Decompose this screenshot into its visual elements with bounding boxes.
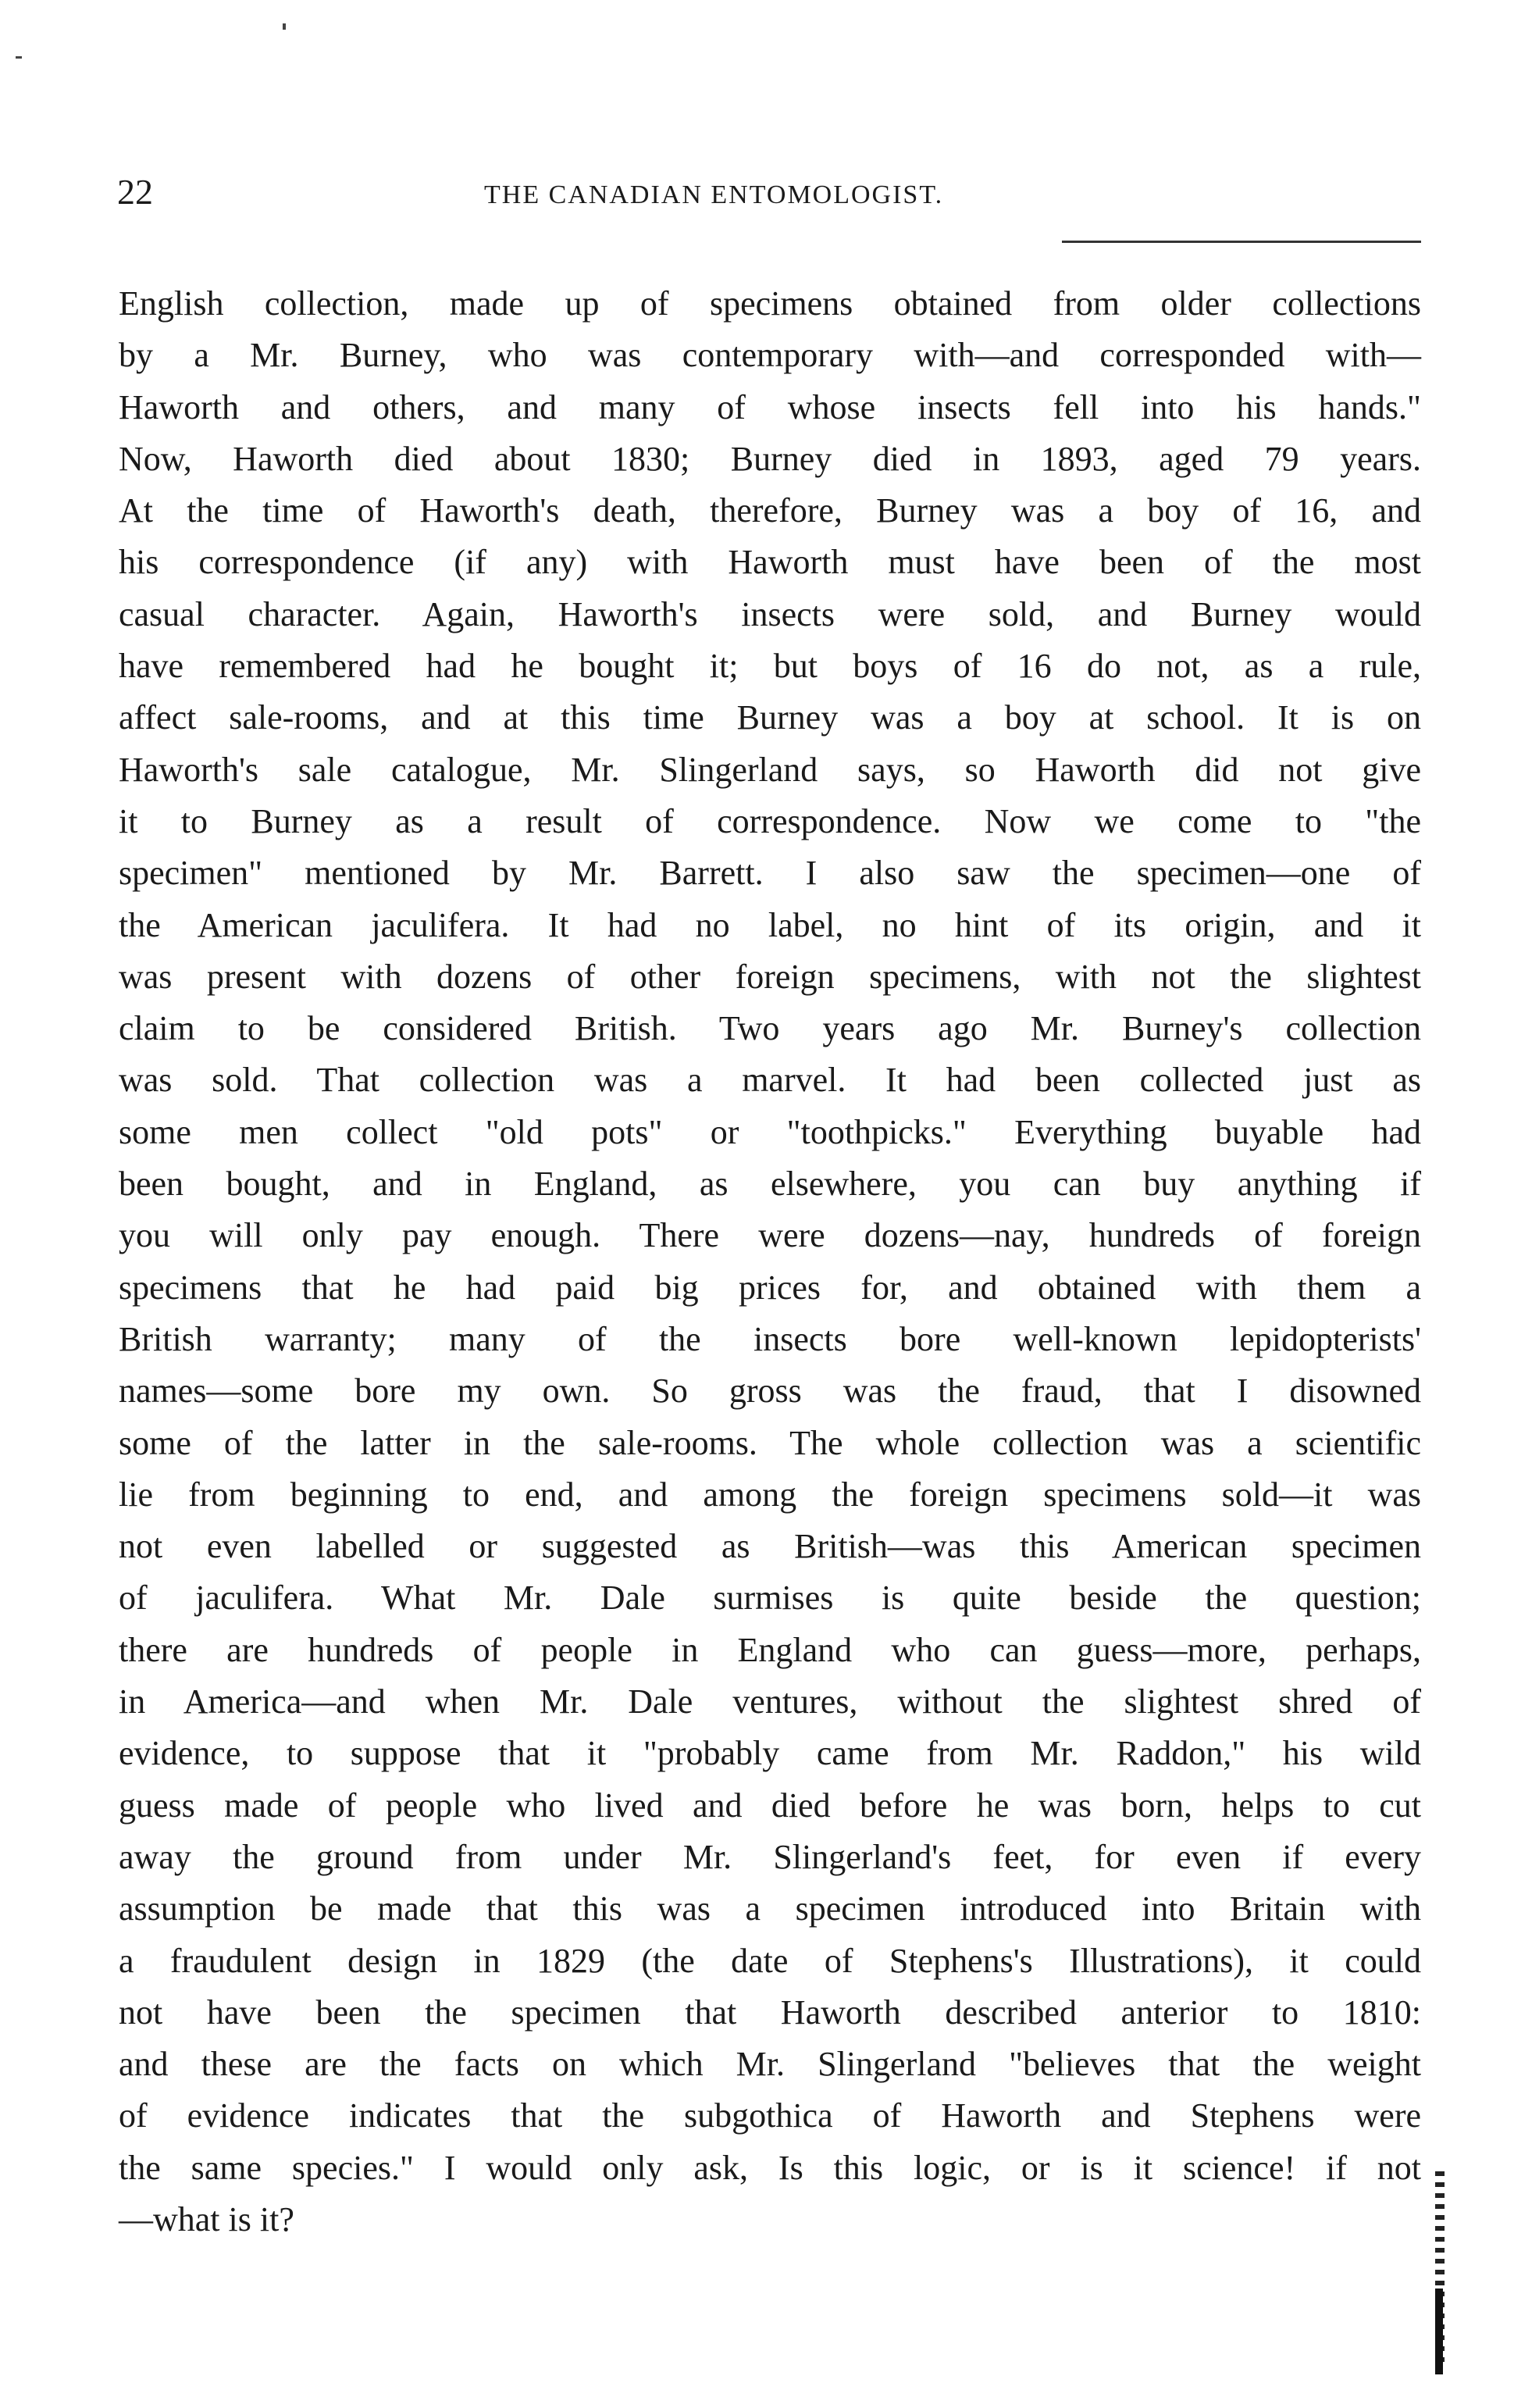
text-line: was sold. That collection was a marvel. It had been collected just as [119, 1061, 1421, 1100]
text-line: English collection, made up of specimens obtained from older collections [119, 284, 1421, 323]
text-line: some men collect "old pots" or "toothpicks." Everything buyable had [119, 1112, 1421, 1151]
text-line: casual character. Again, Haworth's insects were sold, and Burney would [119, 594, 1421, 633]
text-line: lie from beginning to end, and among the foreign specimens sold—it was [119, 1475, 1421, 1514]
text-line: his correspondence (if any) with Haworth must have been of the most [119, 543, 1421, 582]
text-line: At the time of Haworth's death, therefore, Burney was a boy of 16, and [119, 491, 1421, 530]
text-line: Haworth and others, and many of whose insects fell into his hands." [119, 387, 1421, 426]
text-line: guess made of people who lived and died before he was born, helps to cut [119, 1785, 1421, 1825]
text-line: the American jaculifera. It had no label, no hint of its origin, and it [119, 905, 1421, 944]
text-line: it to Burney as a result of correspondence. Now we come to "the [119, 801, 1421, 840]
text-line: some of the latter in the sale-rooms. The whole collection was a scientific [119, 1423, 1421, 1462]
text-line: away the ground from under Mr. Slingerland's feet, for even if every [119, 1837, 1421, 1876]
text-line: have remembered had he bought it; but boys of 16 do not, as a rule, [119, 647, 1421, 686]
page-number: 22 [117, 172, 153, 212]
text-line: of jaculifera. What Mr. Dale surmises is quite beside the question; [119, 1579, 1421, 1618]
running-head: THE CANADIAN ENTOMOLOGIST. [484, 180, 944, 209]
text-line: and these are the facts on which Mr. Slingerland "believes that the weight [119, 2045, 1421, 2084]
text-line: specimens that he had paid big prices for, and obtained with them a [119, 1268, 1421, 1307]
text-line: the same species." I would only ask, Is this logic, or is it science! if not [119, 2148, 1421, 2187]
text-line: by a Mr. Burney, who was contemporary with—and corresponded with— [119, 336, 1421, 375]
text-line: there are hundreds of people in England who can guess—more, perhaps, [119, 1630, 1421, 1669]
text-line: specimen" mentioned by Mr. Barrett. I also saw the specimen—one of [119, 854, 1421, 893]
scan-margin-bar [1435, 2288, 1443, 2374]
text-line: Now, Haworth died about 1830; Burney died in 1893, aged 79 years. [119, 439, 1421, 478]
text-line-last: —what is it? [119, 2199, 294, 2239]
text-line: affect sale-rooms, and at this time Burney was a boy at school. It is on [119, 698, 1421, 737]
text-line: been bought, and in England, as elsewhere, you can buy anything if [119, 1165, 1421, 1204]
text-line: a fraudulent design in 1829 (the date of Stephens's Illustrations), it could [119, 1941, 1421, 1980]
text-line: names—some bore my own. So gross was the fraud, that I disowned [119, 1372, 1421, 1411]
text-line: you will only pay enough. There were dozens—nay, hundreds of foreign [119, 1216, 1421, 1255]
text-line: of evidence indicates that the subgothica of Haworth and Stephens were [119, 2096, 1421, 2135]
page-header [117, 169, 1413, 216]
scan-speck [16, 56, 22, 59]
text-line: was present with dozens of other foreign specimens, with not the slightest [119, 957, 1421, 996]
scan-speck [283, 23, 286, 30]
text-line: evidence, to suppose that it "probably came from Mr. Raddon," his wild [119, 1734, 1421, 1773]
text-line: in America—and when Mr. Dale ventures, without the slightest shred of [119, 1682, 1421, 1721]
text-line: British warranty; many of the insects bore well-known lepidopterists' [119, 1319, 1421, 1358]
text-line: claim to be considered British. Two years ago Mr. Burney's collection [119, 1009, 1421, 1048]
text-line: Haworth's sale catalogue, Mr. Slingerland says, so Haworth did not give [119, 750, 1421, 789]
text-line: assumption be made that this was a specimen introduced into Britain with [119, 1889, 1421, 1928]
body-text [119, 278, 1421, 2246]
text-line: not have been the specimen that Haworth described anterior to 1810: [119, 1992, 1421, 2032]
header-rule [1062, 241, 1421, 243]
text-line: not even labelled or suggested as British—was this American specimen [119, 1527, 1421, 1566]
